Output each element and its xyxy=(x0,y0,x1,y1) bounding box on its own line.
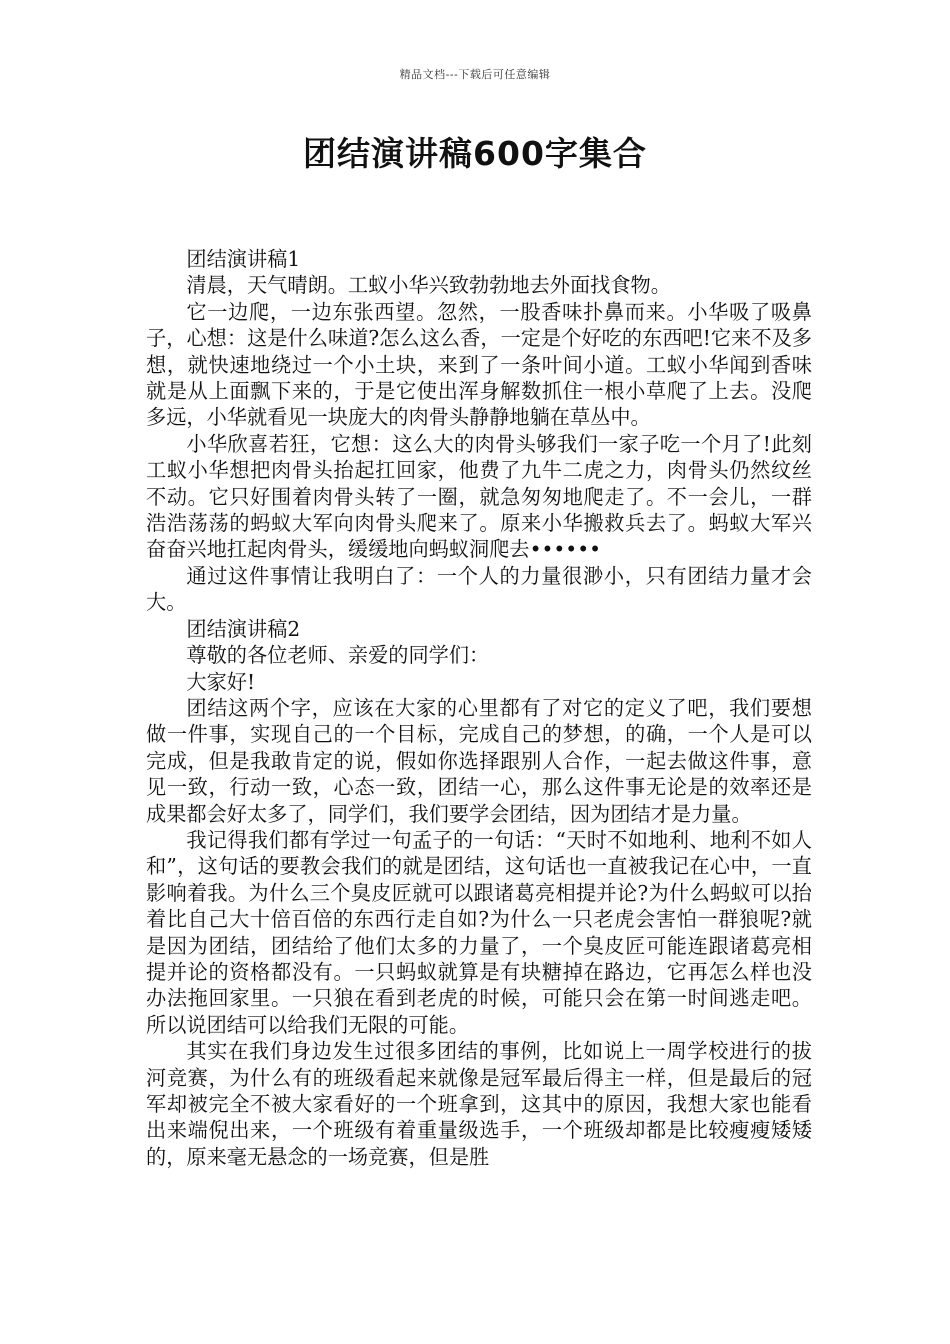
paragraph: 它一边爬，一边东张西望。忽然，一股香味扑鼻而来。小华吸了吸鼻子，心想：这是什么味道?怎么这么香，一定是个好吃的东西吧!它来不及多想，就快速地绕过一个小土块，来到了一条叶间小道。工蚁小华闻到香味就是从上面飘下来的，于是它使出浑身解数抓住一根小草爬了上去。没爬多远，小华就看见一块庞大的肉骨头静静地躺在草丛中。 xyxy=(146,299,812,430)
paragraph: 通过这件事情让我明白了：一个人的力量很渺小，只有团结力量才会大。 xyxy=(146,563,812,615)
document-body xyxy=(146,246,812,1170)
document-title: 团结演讲稿600字集合 xyxy=(303,134,647,173)
paragraph: 尊敬的各位老师、亲爱的同学们： xyxy=(186,643,490,668)
paragraph: 我记得我们都有学过一句孟子的一句话：“天时不如地利、地利不如人和”，这句话的要教会我们的就是团结，这句话也一直被我记在心中，一直影响着我。为什么三个臭皮匠就可以跟诸葛亮相提并论?为什么蚂蚁可以抬着比自己大十倍百倍的东西行走自如?为什么一只老虎会害怕一群狼呢?就是因为团结，团结给了他们太多的力量了，一个臭皮匠可能连跟诸葛亮相提并论的资格都没有。一只蚂蚁就算是有块糖掉在路边，它再怎么样也没办法拖回家里。一只狼在看到老虎的时候，可能只会在第一时间逃走吧。所以说团结可以给我们无限的可能。 xyxy=(146,827,812,1037)
paragraph: 大家好! xyxy=(186,669,256,694)
header-note: 精品文档---下载后可任意编辑 xyxy=(399,68,551,81)
paragraph: 团结演讲稿1 xyxy=(186,247,301,271)
paragraph: 其实在我们身边发生过很多团结的事例，比如说上一周学校进行的拔河竞赛，为什么有的班级看起来就像是冠军最后得主一样，但是最后的冠军却被完全不被大家看好的一个班拿到，这其中的原因，我想大家也能看出来端倪出来，一个班级有着重量级选手，一个班级却都是比较瘦瘦矮矮的，原来毫无悬念的一场竞赛，但是胜 xyxy=(146,1039,812,1169)
paragraph: 团结这两个字，应该在大家的心里都有了对它的定义了吧，我们要想做一件事，实现自己的一个目标，完成自己的梦想，的确，一个人是可以完成，但是我敢肯定的说，假如你选择跟别人合作，一起去做这件事，意见一致，行动一致，心态一致，团结一心，那么这件事无论是的效率还是成果都会好太多了，同学们，我们要学会团结，因为团结才是力量。 xyxy=(146,695,812,826)
paragraph: 小华欣喜若狂，它想：这么大的肉骨头够我们一家子吃一个月了!此刻工蚁小华想把肉骨头抬起扛回家，他费了九牛二虎之力，肉骨头仍然纹丝不动。它只好围着肉骨头转了一圈，就急匆匆地爬走了。不一会儿，一群浩浩荡荡的蚂蚁大军向肉骨头爬来了。原来小华搬救兵去了。蚂蚁大军兴奋奋兴地扛起肉骨头，缓缓地向蚂蚁洞爬去•••••• xyxy=(146,431,812,562)
paragraph: 团结演讲稿2 xyxy=(186,616,301,641)
paragraph: 清晨，天气晴朗。工蚁小华兴致勃勃地去外面找食物。 xyxy=(186,273,671,298)
